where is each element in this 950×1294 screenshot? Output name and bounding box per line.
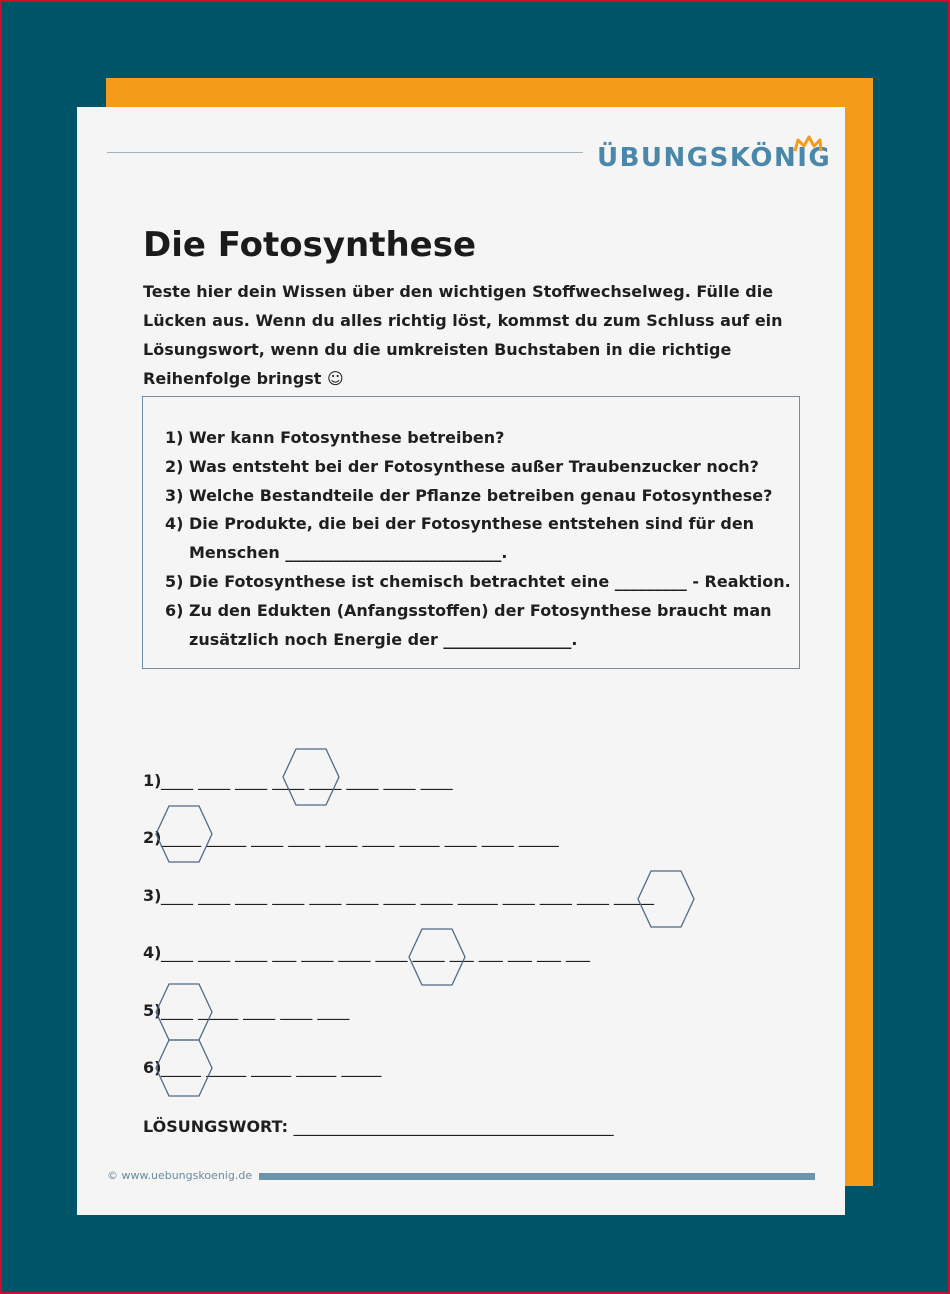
logo-text: ÜBUNGSKÖNIG xyxy=(597,143,832,173)
question-number: 5) xyxy=(165,572,184,591)
hexagon-marker-icon xyxy=(155,805,213,863)
answer-number: 1) xyxy=(143,771,162,790)
answer-number: 6) xyxy=(143,1058,162,1077)
solution-label: LÖSUNGSWORT: xyxy=(143,1117,289,1136)
answer-number: 5) xyxy=(143,1001,162,1020)
question-text: Welche Bestandteile der Pflanze betreiben genau Fotosynthese? xyxy=(189,486,773,505)
question-number: 4) xyxy=(165,514,184,533)
worksheet-page xyxy=(77,107,845,1215)
solution-word-row xyxy=(143,1117,614,1136)
hexagon-marker-icon xyxy=(155,983,213,1041)
question-number: 2) xyxy=(165,457,184,476)
question-text: Wer kann Fotosynthese betreiben? xyxy=(189,428,505,447)
hexagon-marker-icon xyxy=(408,928,466,986)
answer-number: 3) xyxy=(143,886,162,905)
footer-url[interactable]: © www.uebungskoenig.de xyxy=(107,1169,253,1182)
answer-number: 2) xyxy=(143,828,162,847)
answer-row-3 xyxy=(143,886,655,905)
question-text: zusätzlich noch Energie der ________________. xyxy=(189,630,578,649)
hexagon-marker-icon xyxy=(282,748,340,806)
question-text: Was entsteht bei der Fotosynthese außer Traubenzucker noch? xyxy=(189,457,759,476)
answer-blanks[interactable]: ____ ____ ____ ___ ____ ____ ____ ____ ___ ___ ___ ___ ___ xyxy=(161,943,591,962)
question-text: Die Fotosynthese ist chemisch betrachtet eine _________ - Reaktion. xyxy=(189,572,791,591)
answer-blanks[interactable]: _____ _____ _____ _____ _____ xyxy=(161,1058,382,1077)
header-rule xyxy=(107,152,583,153)
questions-box xyxy=(142,396,800,669)
answer-blanks[interactable]: ____ _____ ____ ____ ____ xyxy=(161,1001,350,1020)
solution-blank[interactable]: ________________________________________ xyxy=(293,1117,614,1136)
question-number: 6) xyxy=(165,601,184,620)
intro-text xyxy=(143,277,783,393)
intro-line: Lücken aus. Wenn du alles richtig löst, kommst du zum Schluss auf ein xyxy=(143,311,783,330)
answer-blanks[interactable]: ____ ____ ____ ____ ____ ____ ____ ____ _____ ____ ____ ____ _____ xyxy=(161,886,655,905)
intro-line: Teste hier dein Wissen über den wichtigen Stoffwechselweg. Fülle die xyxy=(143,282,774,301)
hexagon-marker-icon xyxy=(637,870,695,928)
crown-icon xyxy=(793,135,823,155)
page-title: Die Fotosynthese xyxy=(143,225,477,265)
question-text: Die Produkte, die bei der Fotosynthese entstehen sind für den xyxy=(189,514,755,533)
answer-blanks[interactable]: _____ _____ ____ ____ ____ ____ _____ ____ ____ _____ xyxy=(161,828,559,847)
question-text: Menschen ___________________________. xyxy=(189,543,508,562)
answer-row-1 xyxy=(143,771,453,790)
answer-row-4 xyxy=(143,943,591,962)
answer-number: 4) xyxy=(143,943,162,962)
question-text: Zu den Edukten (Anfangsstoffen) der Fotosynthese braucht man xyxy=(189,601,772,620)
hexagon-marker-icon xyxy=(155,1039,213,1097)
footer-bar xyxy=(259,1173,815,1180)
question-number: 3) xyxy=(165,486,184,505)
answer-blanks[interactable]: ____ ____ ____ ____ ____ ____ ____ ____ xyxy=(161,771,453,790)
intro-line: Reihenfolge bringst ☺ xyxy=(143,369,344,388)
intro-line: Lösungswort, wenn du die umkreisten Buchstaben in die richtige xyxy=(143,340,732,359)
question-number: 1) xyxy=(165,428,184,447)
